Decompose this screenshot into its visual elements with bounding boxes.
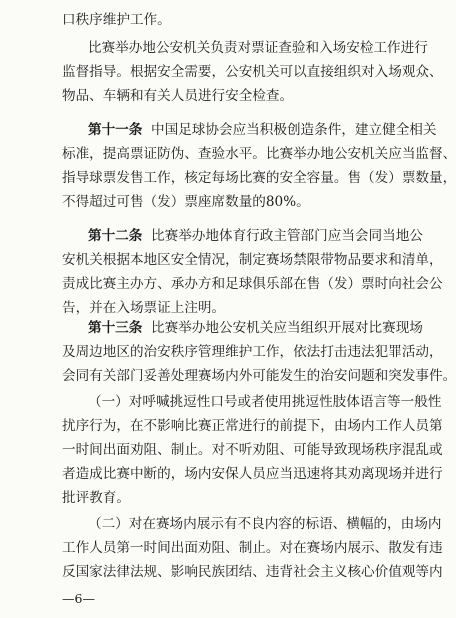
text-line: 指导球票发售工作，核定每场比赛的安全容量。售（发）票数量， — [62, 170, 456, 186]
text-line: 批评教育。 — [62, 490, 130, 506]
text-line: 标准，提高票证防伪、查验水平。比赛举办地公安机关应当监督、 — [62, 146, 456, 162]
page-number: —6— — [62, 591, 95, 606]
text-line: 告，并在入场票证上注明。 — [62, 300, 226, 316]
text-line: 物品、车辆和有关人员进行安全检查。 — [62, 88, 294, 104]
text-line: 会同有关部门妥善处理赛场内外可能发生的治安问题和突发事件。 — [62, 368, 456, 384]
article-heading: 第十一条 — [88, 122, 143, 138]
text-line: 及周边地区的治安秩序管理维护工作，依法打击违法犯罪活动， — [62, 344, 443, 360]
article-paragraph — [88, 318, 423, 338]
article-heading: 第十二条 — [88, 228, 143, 244]
text-line: 者造成比赛中断的，场内安保人员应当迅速将其劝离现场并进行 — [62, 466, 443, 482]
text-line: 责成比赛主办方、承办方和足球俱乐部在售（发）票时向社会公 — [62, 276, 443, 292]
text-line: 扰序行为，在不影响比赛正常进行的前提下，由场内工作人员第 — [62, 418, 443, 434]
text-line: （一）对呼喊挑逗性口号或者使用挑逗性肢体语言等一般性 — [88, 394, 442, 410]
text-line: （二）对在赛场内展示有不良内容的标语、横幅的，由场内 — [88, 516, 442, 532]
text-line: 比赛举办地公安机关负责对票证查验和入场安检工作进行 — [88, 40, 428, 56]
text-line: 比赛举办地公安机关应当组织开展对比赛现场 — [151, 320, 423, 336]
text-line: 反国家法律法规、影响民族团结、违背社会主义核心价值观等内 — [62, 564, 443, 580]
text-line: 不得超过可售（发）票座席数量的80%。 — [62, 194, 310, 210]
text-line: 口秩序维护工作。 — [62, 12, 171, 28]
text-line: 安机关根据本地区安全情况，制定赛场禁限带物品要求和清单， — [62, 252, 443, 268]
article-heading: 第十三条 — [88, 320, 143, 336]
article-paragraph — [88, 226, 423, 246]
text-line: 一时间出面劝阻、制止。对不听劝阻、可能导致现场秩序混乱或 — [62, 442, 443, 458]
text-line: 中国足球协会应当积极创造条件，建立健全相关 — [151, 122, 437, 138]
text-line: 监督指导。根据安全需要，公安机关可以直接组织对入场观众、 — [62, 64, 443, 80]
article-paragraph — [88, 120, 437, 140]
text-line: 工作人员第一时间出面劝阻、制止。对在赛场内展示、散发有违 — [62, 540, 443, 556]
text-line: 比赛举办地体育行政主管部门应当会同当地公 — [151, 228, 423, 244]
